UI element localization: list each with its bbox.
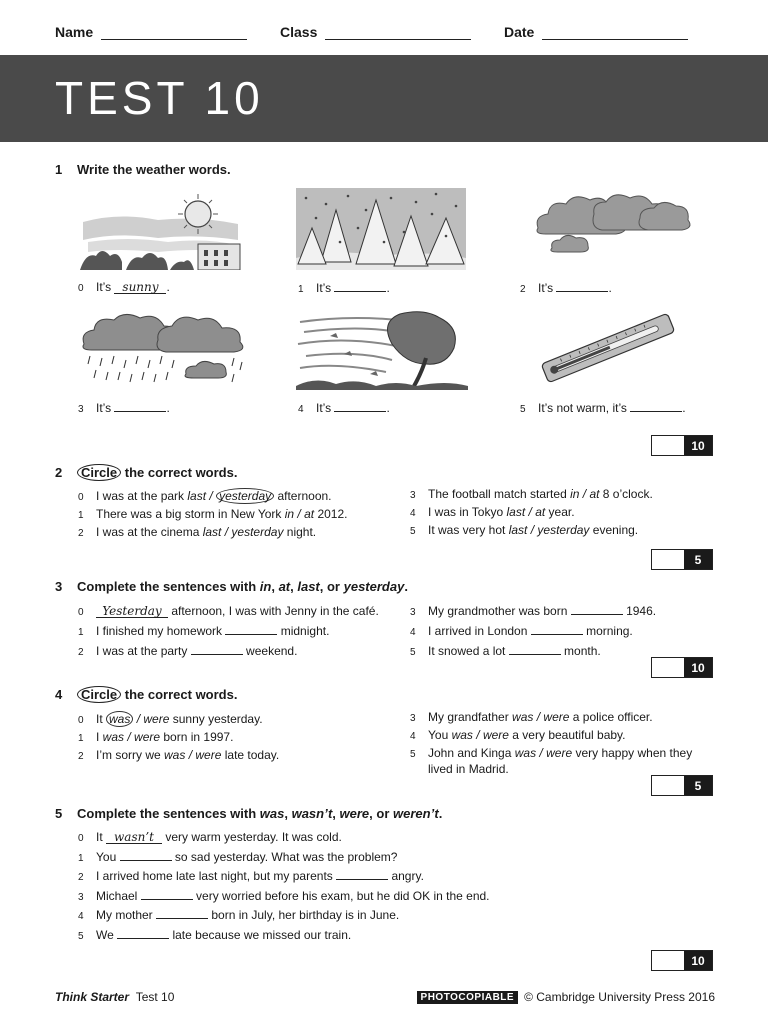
- q5-item-4: [78, 907, 399, 925]
- item-text: My grandmother was born: [428, 604, 571, 618]
- item-number: 2: [78, 751, 84, 762]
- q2-instruction: the correct words.: [124, 465, 238, 480]
- option-separator: /: [527, 523, 538, 537]
- q1-item-2: [520, 280, 612, 295]
- item-number: 3: [410, 607, 416, 618]
- q2-item-3: [410, 486, 653, 504]
- option-1[interactable]: last: [508, 523, 528, 537]
- q5-number: 5: [55, 806, 63, 821]
- punctuation: ,: [271, 579, 279, 594]
- item-number: 3: [410, 713, 416, 724]
- q1-heading: [55, 162, 231, 177]
- item-number: 5: [520, 404, 526, 415]
- answer-blank[interactable]: [336, 868, 388, 880]
- word-option: in: [259, 579, 272, 594]
- item-text: It’s: [538, 281, 554, 295]
- q2-item-1: [78, 506, 348, 524]
- word-option: last: [297, 579, 320, 594]
- answer-blank[interactable]: [114, 400, 166, 412]
- option-1[interactable]: was: [514, 746, 537, 760]
- option-1[interactable]: was: [102, 730, 125, 744]
- name-field[interactable]: [55, 24, 247, 40]
- item-text: 1946.: [622, 604, 657, 618]
- item-text: It was very hot: [428, 523, 509, 537]
- item-text: born in 1997.: [160, 730, 234, 744]
- q2-item-0: [78, 488, 332, 506]
- score-total: 10: [684, 436, 712, 455]
- q1-item-3: [78, 400, 170, 415]
- snow-icon: [296, 188, 466, 270]
- option-separator: /: [536, 746, 547, 760]
- item-number: 1: [78, 733, 84, 744]
- score-entry[interactable]: [652, 550, 684, 569]
- item-text: 8 o’clock.: [599, 487, 653, 501]
- option-2[interactable]: were: [543, 710, 570, 724]
- item-text: late because we missed our train.: [169, 928, 352, 942]
- score-entry[interactable]: [652, 658, 684, 677]
- q3-number: 3: [55, 579, 63, 594]
- answer-blank[interactable]: [334, 280, 386, 292]
- punctuation: .: [438, 806, 443, 821]
- item-text: It’s: [316, 281, 332, 295]
- q3-score-box[interactable]: [651, 657, 713, 678]
- name-label: Name: [55, 24, 94, 40]
- option-separator: /: [533, 710, 544, 724]
- cloud-icon: [530, 188, 695, 253]
- item-text: There was a big storm in New York: [96, 507, 285, 521]
- item-number: 2: [78, 872, 84, 883]
- punctuation: .: [404, 579, 408, 594]
- item-text: so sad yesterday. What was the problem?: [171, 850, 398, 864]
- answer-blank[interactable]: [191, 643, 243, 655]
- item-text: It’s not warm, it’s: [538, 401, 627, 415]
- date-field[interactable]: [504, 24, 688, 40]
- q4-instruction: the correct words.: [124, 687, 238, 702]
- q1-item-4: [298, 400, 390, 415]
- q4-item-5-line2: [428, 761, 509, 777]
- q3-instruction: Complete the sentences with: [77, 579, 260, 594]
- item-number: 0: [78, 833, 84, 844]
- item-number: 1: [78, 853, 84, 864]
- option-2[interactable]: at: [304, 507, 315, 521]
- item-text: I arrived home late last night, but my parents: [96, 869, 337, 883]
- name-line[interactable]: [101, 26, 247, 40]
- q3-item-2: [78, 643, 297, 661]
- word-option: weren’t: [393, 806, 439, 821]
- word-option: wasn’t: [291, 806, 333, 821]
- option-2[interactable]: were: [143, 712, 170, 726]
- score-total: 10: [684, 658, 712, 677]
- item-text: .: [682, 401, 686, 415]
- q2-heading: [55, 465, 237, 480]
- option-separator: /: [525, 505, 536, 519]
- item-text: very worried before his exam, but he did OK in the end.: [192, 889, 490, 903]
- q5-item-2: [78, 868, 424, 886]
- q1-item-0: [78, 280, 170, 294]
- item-number: 1: [78, 510, 84, 521]
- punctuation: ,: [332, 806, 340, 821]
- q4-number: 4: [55, 687, 63, 702]
- option-2[interactable]: were: [546, 746, 573, 760]
- photocopiable-badge: PHOTOCOPIABLE: [417, 991, 519, 1004]
- q4-item-3: [410, 709, 653, 727]
- score-entry[interactable]: [652, 776, 684, 795]
- item-text: .: [166, 401, 170, 415]
- option-1[interactable]: was: [512, 710, 534, 724]
- q4-score-box[interactable]: [651, 775, 713, 796]
- item-number: 2: [78, 528, 84, 539]
- q4-heading: [55, 687, 237, 702]
- score-entry[interactable]: [652, 951, 684, 970]
- item-text: .: [386, 401, 390, 415]
- footer-right: [417, 990, 715, 1004]
- q2-score-box[interactable]: [651, 549, 713, 570]
- circle-word: Circle: [77, 686, 121, 703]
- date-line[interactable]: [542, 26, 688, 40]
- q1-score-box[interactable]: [651, 435, 713, 456]
- q3-heading: [55, 579, 408, 594]
- item-number: 0: [78, 715, 84, 726]
- answer-blank[interactable]: [334, 400, 386, 412]
- item-text: month.: [560, 644, 601, 658]
- item-text: midnight.: [277, 624, 330, 638]
- option-2[interactable]: were: [482, 728, 509, 742]
- item-text: 2012.: [314, 507, 348, 521]
- word-option: at: [278, 579, 291, 594]
- item-text: .: [166, 280, 170, 294]
- option-1[interactable]: in: [284, 507, 295, 521]
- answer-blank: Yesterday: [96, 606, 168, 618]
- punctuation: , or: [319, 579, 344, 594]
- q5-heading: [55, 806, 442, 821]
- option-separator: /: [185, 748, 196, 762]
- item-text: The football match started: [428, 487, 571, 501]
- class-line[interactable]: [325, 26, 471, 40]
- item-text: We: [96, 928, 118, 942]
- item-number: 0: [78, 607, 84, 618]
- q5-instruction: Complete the sentences with: [77, 806, 260, 821]
- score-total: 5: [684, 776, 712, 795]
- item-text: I was at the park: [96, 489, 188, 503]
- option-2[interactable]: were: [195, 748, 222, 762]
- option-1[interactable]: last: [506, 505, 526, 519]
- answer-blank: wasn’t: [106, 832, 162, 844]
- option-1[interactable]: last: [202, 525, 222, 539]
- option-separator: /: [221, 525, 232, 539]
- item-number: 3: [410, 490, 416, 501]
- item-text: I’m sorry we: [96, 748, 165, 762]
- answer-blank[interactable]: [571, 603, 623, 615]
- item-number: 1: [78, 627, 84, 638]
- item-text: John and Kinga: [428, 746, 515, 760]
- footer-book: [55, 990, 174, 1004]
- q3-item-1: [78, 623, 329, 641]
- sun-icon: [78, 190, 243, 270]
- q1-item-1: [298, 280, 390, 295]
- q4-item-0: [78, 711, 263, 729]
- footer: [55, 990, 715, 1006]
- q5-item-3: [78, 888, 490, 906]
- q2-item-4: [410, 504, 575, 522]
- item-number: 4: [410, 627, 416, 638]
- score-entry[interactable]: [652, 436, 684, 455]
- item-text: morning.: [582, 624, 633, 638]
- punctuation: ,: [290, 579, 298, 594]
- option-2[interactable]: yesterday: [231, 525, 284, 539]
- page-title: TEST 10: [55, 72, 264, 124]
- q5-score-box[interactable]: [651, 950, 713, 971]
- item-number: 5: [410, 749, 416, 760]
- item-text: It snowed a lot: [428, 644, 509, 658]
- item-text: My grandfather: [428, 710, 513, 724]
- item-text: late today.: [221, 748, 280, 762]
- item-number: 0: [78, 283, 84, 294]
- item-text: .: [608, 281, 612, 295]
- q3-item-4: [410, 623, 633, 641]
- option-2[interactable]: yesterday: [216, 488, 274, 504]
- item-number: 0: [78, 492, 84, 503]
- item-text: I arrived in London: [428, 624, 531, 638]
- word-option: was: [259, 806, 285, 821]
- punctuation: ,: [284, 806, 292, 821]
- item-number: 1: [298, 284, 304, 295]
- answer-blank[interactable]: [509, 643, 561, 655]
- wind-icon: [296, 308, 471, 390]
- header-fields: [55, 24, 695, 44]
- answer-blank[interactable]: [156, 907, 208, 919]
- item-number: 4: [78, 911, 84, 922]
- q1-number: 1: [55, 162, 63, 177]
- item-number: 2: [520, 284, 526, 295]
- item-text: .: [386, 281, 390, 295]
- answer-blank[interactable]: [117, 927, 169, 939]
- item-text: year.: [545, 505, 575, 519]
- item-number: 3: [78, 404, 84, 415]
- q4-item-2: [78, 747, 279, 765]
- item-text: a police officer.: [569, 710, 653, 724]
- item-text: evening.: [589, 523, 639, 537]
- item-text: It’s: [96, 280, 112, 294]
- item-number: 5: [410, 647, 416, 658]
- class-field[interactable]: [280, 24, 471, 40]
- option-1[interactable]: was: [451, 728, 473, 742]
- word-option: yesterday: [343, 579, 405, 594]
- q3-item-5: [410, 643, 601, 661]
- item-text: I was in Tokyo: [428, 505, 507, 519]
- item-text: It’s: [96, 401, 112, 415]
- q4-item-1: [78, 729, 233, 747]
- answer-blank[interactable]: [630, 400, 682, 412]
- item-text: a very beautiful baby.: [508, 728, 626, 742]
- q2-item-2: [78, 524, 316, 542]
- option-separator: /: [133, 712, 144, 726]
- item-text: very happy when they: [572, 746, 693, 760]
- q1-instruction: Write the weather words.: [77, 162, 231, 177]
- thermometer-icon: [520, 308, 695, 388]
- word-option: were: [339, 806, 370, 821]
- punctuation: , or: [369, 806, 393, 821]
- answer-blank[interactable]: [141, 888, 193, 900]
- q3-item-3: [410, 603, 656, 621]
- item-text: My mother: [96, 908, 157, 922]
- item-text: night.: [283, 525, 317, 539]
- option-separator: /: [579, 487, 590, 501]
- item-text: It: [96, 712, 107, 726]
- score-total: 5: [684, 550, 712, 569]
- circle-word: Circle: [77, 464, 121, 481]
- answer-blank[interactable]: [531, 623, 583, 635]
- q4-item-4: [410, 727, 625, 745]
- score-total: 10: [684, 951, 712, 970]
- option-2[interactable]: at: [535, 505, 546, 519]
- item-text: I was at the party: [96, 644, 191, 658]
- item-text: very warm yesterday. It was cold.: [162, 830, 342, 844]
- option-1[interactable]: last: [187, 489, 207, 503]
- footer-test: Test 10: [135, 990, 175, 1004]
- item-text: I finished my homework: [96, 624, 226, 638]
- answer-blank[interactable]: [556, 280, 608, 292]
- rain-icon: [78, 310, 253, 388]
- item-text: You: [428, 728, 452, 742]
- option-2[interactable]: at: [589, 487, 600, 501]
- option-1[interactable]: in: [570, 487, 580, 501]
- item-text: It: [96, 830, 107, 844]
- answer-blank: sunny: [114, 282, 166, 294]
- option-separator: /: [206, 489, 217, 503]
- item-number: 4: [298, 404, 304, 415]
- book-title: Think Starter: [55, 990, 130, 1004]
- option-1[interactable]: was: [164, 748, 186, 762]
- item-number: 5: [410, 526, 416, 537]
- title-band: [0, 55, 768, 142]
- item-text: Michael: [96, 889, 141, 903]
- item-text: afternoon.: [274, 489, 332, 503]
- item-number: 4: [410, 508, 416, 519]
- q3-item-0: [78, 603, 379, 621]
- q2-number: 2: [55, 465, 63, 480]
- item-text: You: [96, 850, 120, 864]
- option-separator: /: [294, 507, 305, 521]
- answer-blank[interactable]: [120, 849, 172, 861]
- item-number: 4: [410, 731, 416, 742]
- item-text: weekend.: [242, 644, 298, 658]
- q5-item-0: [78, 829, 342, 847]
- q1-item-5: [520, 400, 686, 415]
- q5-item-5: [78, 927, 351, 945]
- date-label: Date: [504, 24, 535, 40]
- q2-item-5: [410, 522, 638, 540]
- item-text: lived in Madrid.: [428, 762, 509, 776]
- item-text: It’s: [316, 401, 332, 415]
- item-number: 2: [78, 647, 84, 658]
- item-number: 5: [78, 931, 84, 942]
- option-separator: /: [472, 728, 483, 742]
- option-separator: /: [124, 730, 135, 744]
- copyright: © Cambridge University Press 2016: [524, 990, 715, 1004]
- item-text: sunny yesterday.: [169, 712, 263, 726]
- option-2[interactable]: were: [134, 730, 161, 744]
- option-1[interactable]: was: [106, 711, 133, 727]
- answer-blank[interactable]: [225, 623, 277, 635]
- item-text: angry.: [388, 869, 424, 883]
- item-text: born in July, her birthday is in June.: [208, 908, 400, 922]
- item-text: afternoon, I was with Jenny in the café.: [168, 604, 379, 618]
- item-text: I: [96, 730, 103, 744]
- q5-item-1: [78, 849, 397, 867]
- option-2[interactable]: yesterday: [537, 523, 590, 537]
- item-number: 3: [78, 892, 84, 903]
- class-label: Class: [280, 24, 318, 40]
- item-text: I was at the cinema: [96, 525, 203, 539]
